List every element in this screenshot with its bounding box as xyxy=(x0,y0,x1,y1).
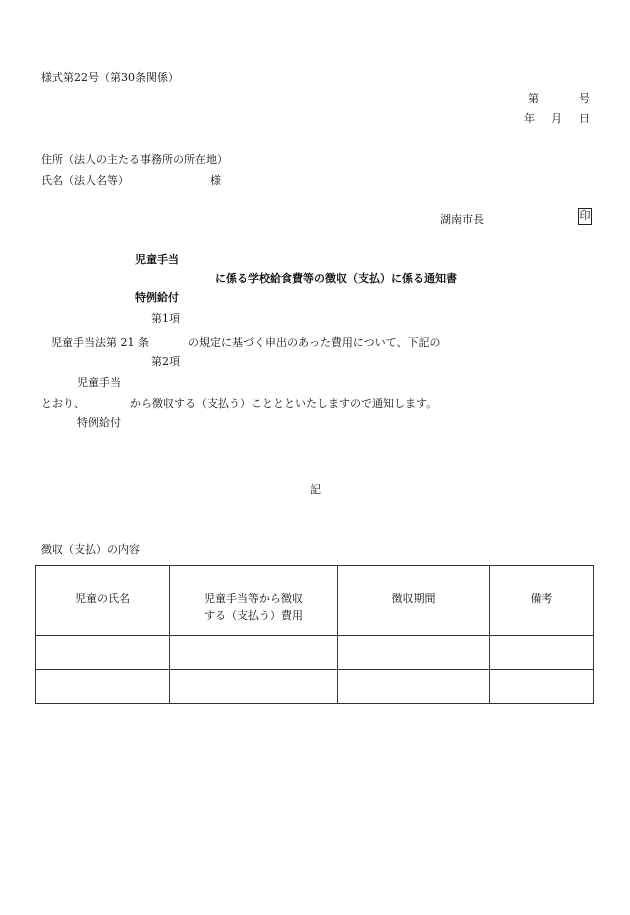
issuer: 湖南市長 xyxy=(440,213,484,226)
table-row xyxy=(36,636,594,670)
honorific: 様 xyxy=(210,174,221,187)
table-cell xyxy=(338,670,490,704)
title-option-2: 特例給付 xyxy=(135,291,179,304)
body-line2-right: から徴収する（支払う）こととといたしますので通知します。 xyxy=(130,397,438,410)
table-cell xyxy=(490,636,594,670)
header-period: 徴収期間 xyxy=(338,566,490,636)
table-cell xyxy=(36,636,170,670)
clause-1: 第1項 xyxy=(151,312,180,325)
table-cell xyxy=(170,636,338,670)
header-remarks: 備考 xyxy=(490,566,594,636)
title-option-1: 児童手当 xyxy=(135,253,179,266)
body-line1-right: の規定に基づく申出のあった費用について、下記の xyxy=(188,336,441,349)
table-cell xyxy=(170,670,338,704)
clause-2: 第2項 xyxy=(151,355,180,368)
header-cost xyxy=(170,566,338,636)
body-option-2: 特例給付 xyxy=(77,416,121,429)
document-title: に係る学校給食費等の徴収（支払）に係る通知書 xyxy=(215,272,457,285)
header-cost-text: 児童手当等から徴収 する（支払う）費用 xyxy=(204,592,303,622)
name-label: 氏名（法人名等） xyxy=(41,174,129,187)
date-month: 月 xyxy=(551,112,562,125)
content-table xyxy=(35,565,594,704)
header-child-name: 児童の氏名 xyxy=(36,566,170,636)
body-option-1: 児童手当 xyxy=(77,376,121,389)
section-title: 徴収（支払）の内容 xyxy=(41,543,140,556)
table-cell xyxy=(36,670,170,704)
doc-number-suffix: 号 xyxy=(579,92,590,105)
address-label: 住所（法人の主たる事務所の所在地） xyxy=(41,153,228,166)
body-line1-left: 児童手当法第 21 条 xyxy=(51,336,149,349)
ki-mark: 記 xyxy=(310,483,321,496)
body-line2-left: とおり、 xyxy=(41,397,85,410)
doc-number-prefix: 第 xyxy=(528,92,539,105)
date-day: 日 xyxy=(579,112,590,125)
table-header-row xyxy=(36,566,594,636)
table-cell xyxy=(338,636,490,670)
seal-mark: 印 xyxy=(578,208,592,225)
table-cell xyxy=(490,670,594,704)
date-year: 年 xyxy=(524,112,535,125)
table-row xyxy=(36,670,594,704)
form-number: 様式第22号（第30条関係） xyxy=(41,71,179,84)
